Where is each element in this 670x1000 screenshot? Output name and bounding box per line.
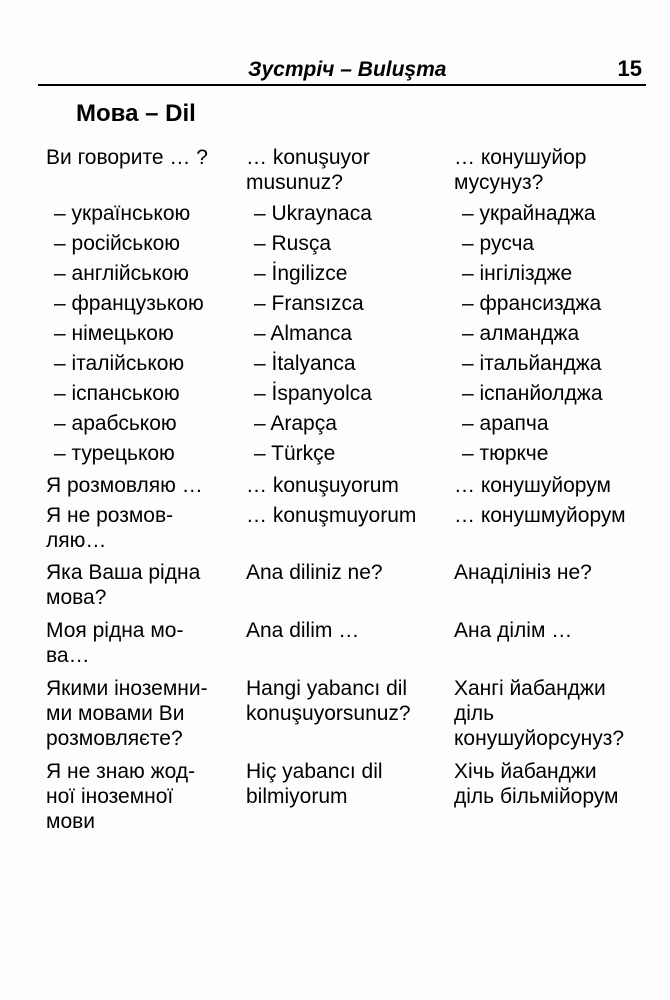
ukrainian-phrase: – англійською <box>54 262 189 285</box>
phrase-row <box>46 503 646 560</box>
ukrainian-phrase: – російською <box>54 232 181 255</box>
page-number: 15 <box>617 56 642 81</box>
turkish-phrase: … konuşmuyorum <box>246 504 417 527</box>
ukrainian-phrase: – французькою <box>54 292 204 315</box>
ukrainian-phrase: – іспанською <box>54 382 180 405</box>
ukrainian-phrase: – німецькою <box>54 322 174 345</box>
phrase-row <box>46 231 646 261</box>
phrase-row <box>46 441 646 473</box>
turkish-phrase: … konuşuyorum <box>246 474 399 497</box>
transliteration: – італьйанджа <box>462 352 602 375</box>
ukrainian-phrase: Я розмовляю … <box>46 474 203 497</box>
turkish-phrase: … konuşuyor musunuz? <box>246 146 370 194</box>
turkish-phrase: – Türkçe <box>254 442 336 465</box>
phrase-row <box>46 676 646 759</box>
ukrainian-phrase: Моя рідна мо- ва… <box>46 619 184 667</box>
turkish-phrase: – Ukraynaca <box>254 202 372 225</box>
transliteration: – арапча <box>462 412 549 435</box>
ukrainian-phrase: – українською <box>54 202 191 225</box>
phrase-row <box>46 261 646 291</box>
ukrainian-phrase: Ви говорите … ? <box>46 146 208 169</box>
transliteration: – тюркче <box>462 442 549 465</box>
phrase-table <box>46 145 646 839</box>
ukrainian-phrase: Яка Ваша рідна мова? <box>46 561 201 609</box>
turkish-phrase: Ana diliniz ne? <box>246 561 383 584</box>
ukrainian-phrase: Якими іноземни- ми мовами Ви розмовляєте? <box>46 677 208 750</box>
transliteration: … конушуйор мусунуз? <box>454 146 587 194</box>
ukrainian-phrase: Я не знаю жод- ної іноземної мови <box>46 760 196 833</box>
turkish-phrase: – İtalyanca <box>254 352 356 375</box>
turkish-phrase: – İngilizce <box>254 262 348 285</box>
transliteration: Ана ділім … <box>454 619 573 642</box>
transliteration: … конушмуйорум <box>454 504 626 527</box>
phrase-row <box>46 201 646 231</box>
running-title: Зустріч – Buluşma <box>248 58 447 81</box>
phrase-row <box>46 351 646 381</box>
transliteration: – інгілізджe <box>462 262 573 285</box>
transliteration: – іспанйолджа <box>462 382 603 405</box>
transliteration: … конушуйорум <box>454 474 611 497</box>
phrase-row <box>46 473 646 503</box>
transliteration: Хічь йабанджи діль більмійорум <box>454 760 619 808</box>
phrase-row <box>46 411 646 441</box>
transliteration: – франсизджа <box>462 292 602 315</box>
phrase-row <box>46 381 646 411</box>
turkish-phrase: Hangi yabancı dil konuşuyorsunuz? <box>246 677 411 725</box>
turkish-phrase: – Rusça <box>254 232 332 255</box>
transliteration: – украйнаджа <box>462 202 596 225</box>
running-header <box>38 52 646 84</box>
ukrainian-phrase: – італійською <box>54 352 185 375</box>
phrase-row <box>46 145 646 201</box>
turkish-phrase: – Fransızca <box>254 292 364 315</box>
phrase-row <box>46 321 646 351</box>
turkish-phrase: Hiç yabancı dil bilmiyorum <box>246 760 383 808</box>
ukrainian-phrase: Я не розмов- ляю… <box>46 504 174 552</box>
transliteration: – алманджа <box>462 322 580 345</box>
ukrainian-phrase: – арабською <box>54 412 177 435</box>
phrase-row <box>46 291 646 321</box>
ukrainian-phrase: – турецькою <box>54 442 175 465</box>
section-title: Мова – Dil <box>76 100 196 127</box>
header-rule <box>38 84 646 86</box>
turkish-phrase: – Arapça <box>254 412 337 435</box>
phrase-row <box>46 759 646 839</box>
turkish-phrase: – Almanca <box>254 322 353 345</box>
turkish-phrase: Ana dilim … <box>246 619 360 642</box>
turkish-phrase: – İspanyolca <box>254 382 372 405</box>
transliteration: Анаділініз не? <box>454 561 592 584</box>
phrase-row <box>46 560 646 618</box>
transliteration: Хангі йабанджи діль конушуйорсунуз? <box>454 677 625 750</box>
transliteration: – русча <box>462 232 535 255</box>
phrase-row <box>46 618 646 676</box>
